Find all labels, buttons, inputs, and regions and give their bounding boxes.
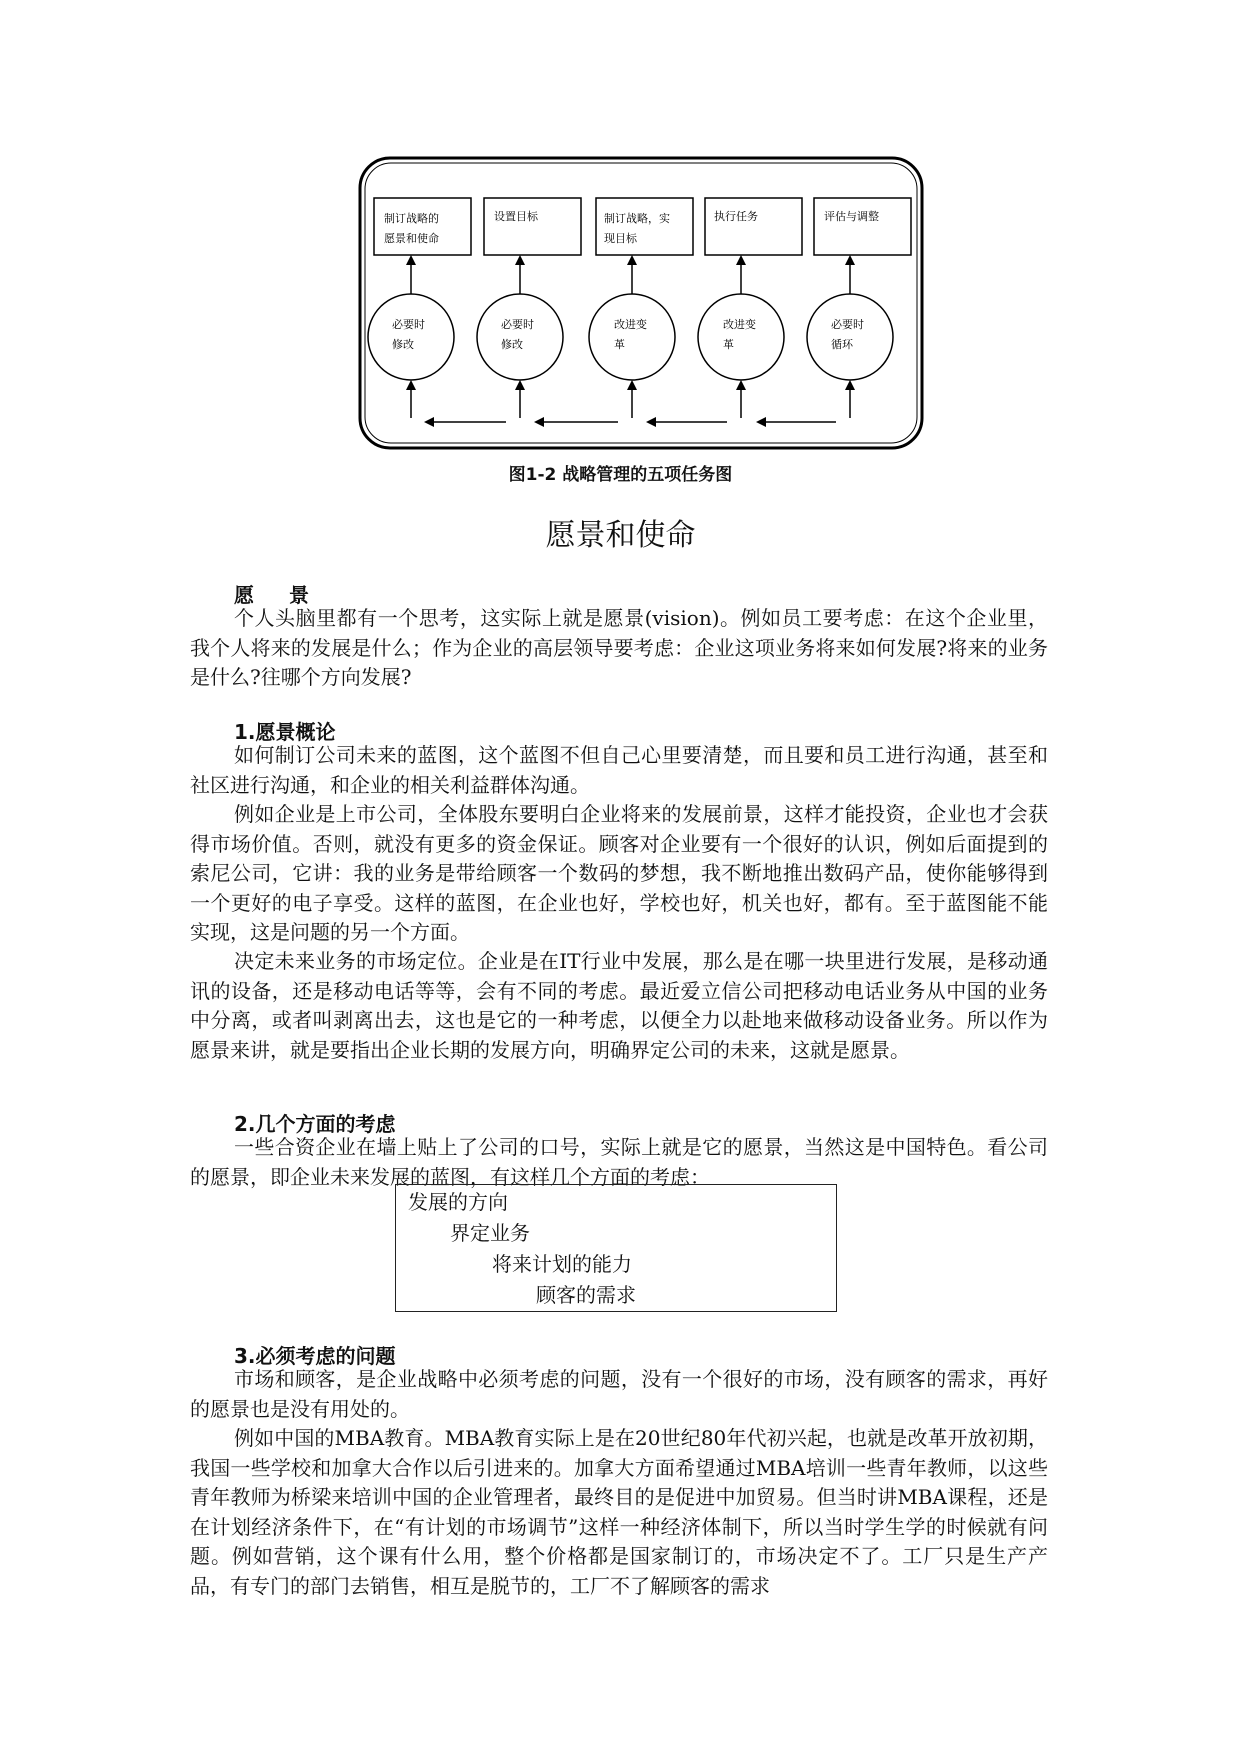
cycle-circle-1-line2: 修改 [392, 338, 414, 351]
up-arrows-to-circles [411, 382, 850, 418]
cycle-circle-1-line1: 必要时 [392, 318, 425, 331]
task-box-4-line1: 执行任务 [714, 210, 758, 223]
cycle-circle-4-line2: 革 [723, 338, 734, 351]
cycle-circle-2 [477, 294, 563, 380]
task-box-2 [484, 198, 581, 255]
task-box-3 [596, 198, 693, 255]
cycle-circle-3 [589, 294, 675, 380]
section2-paragraph-1: 一些合资企业在墙上贴上了公司的口号，实际上就是它的愿景，当然这是中国特色。看公司的愿景，即企业未来发展的蓝图，有这样几个方面的考虑： [190, 1135, 1048, 1189]
page-title: 愿景和使命 [545, 518, 696, 553]
task-box-2-line1: 设置目标 [494, 210, 538, 223]
cycle-circle-5-line2: 循环 [831, 338, 853, 351]
cycle-circle-5 [807, 294, 893, 380]
consideration-item-3: 将来计划的能力 [492, 1252, 632, 1276]
cycle-circle-4-line1: 改进变 [723, 318, 756, 331]
section-heading-vision: 愿 景 [234, 583, 323, 607]
cycle-circle-4 [698, 294, 784, 380]
section1-paragraph-1: 如何制订公司未来的蓝图，这个蓝图不但自己心里要清楚，而且要和员工进行沟通，甚至和社区进行沟通，和企业的相关利益群体沟通。 [190, 743, 1048, 797]
task-box-3-line2: 现目标 [604, 232, 637, 245]
cycle-circle-2-line2: 修改 [501, 338, 523, 351]
task-box-5 [814, 198, 911, 255]
vision-paragraph: 个人头脑里都有一个思考，这实际上就是愿景(vision)。例如员工要考虑：在这个企业里，我个人将来的发展是什么；作为企业的高层领导要考虑：企业这项业务将来如何发展?将来的业务是什么?往哪个方向发展? [190, 606, 1048, 689]
cycle-circle-3-line1: 改进变 [614, 318, 647, 331]
task-box-4 [705, 198, 802, 255]
section3-paragraph-2: 例如中国的MBA教育。MBA教育实际上是在20世纪80年代初兴起，也就是改革开放初期，我国一些学校和加拿大合作以后引进来的。加拿大方面希望通过MBA培训一些青年教师，以这些青年教师为桥梁来培训中国的企业管理者，最终目的是促进中加贸易。但当时讲MBA课程，还是在计划经济条件下，在“有计划的市场调节”这样一种经济体制下，所以当时学生学的时候就有问题。例如营销，这个课有什么用，整个价格都是国家制订的，市场决定不了。工厂只是生产产品，有专门的部门去销售，相互是脱节的，工厂不了解顾客的需求 [190, 1426, 1048, 1598]
cycle-circle-3-line2: 革 [614, 338, 625, 351]
consideration-item-4: 顾客的需求 [536, 1283, 636, 1307]
cycle-circle-2-line1: 必要时 [501, 318, 534, 331]
section3-paragraph-1: 市场和顾客，是企业战略中必须考虑的问题，没有一个很好的市场，没有顾客的需求，再好的愿景也是没有用处的。 [190, 1367, 1048, 1421]
considerations-box [395, 1184, 837, 1312]
section1-paragraph-3: 决定未来业务的市场定位。企业是在IT行业中发展，那么是在哪一块里进行发展，是移动通讯的设备，还是移动电话等等，会有不同的考虑。最近爱立信公司把移动电话业务从中国的业务中分离，或者叫剥离出去，这也是它的一种考虑，以便全力以赴地来做移动设备业务。所以作为愿景来讲，就是要指出企业长期的发展方向，明确界定公司的未来，这就是愿景。 [190, 949, 1048, 1062]
task-box-3-line1: 制订战略，实 [604, 212, 670, 225]
cycle-circle-1 [368, 294, 454, 380]
task-box-5-line1: 评估与调整 [824, 210, 879, 223]
consideration-item-2: 界定业务 [450, 1221, 530, 1245]
section-heading-3: 3.必须考虑的问题 [234, 1344, 396, 1368]
figure-caption: 图1-2 战略管理的五项任务图 [508, 465, 733, 485]
consideration-item-1: 发展的方向 [408, 1190, 508, 1214]
strategy-diagram [356, 156, 926, 456]
up-arrows-to-boxes [411, 257, 850, 294]
section-heading-2: 2.几个方面的考虑 [234, 1112, 396, 1136]
section-heading-1: 1.愿景概论 [234, 720, 336, 744]
cycle-circle-5-line1: 必要时 [831, 318, 864, 331]
task-box-1 [374, 198, 471, 255]
task-box-1-line1: 制订战略的 [384, 212, 439, 225]
task-box-1-line2: 愿景和使命 [384, 232, 439, 245]
section1-paragraph-2: 例如企业是上市公司，全体股东要明白企业将来的发展前景，这样才能投资，企业也才会获得市场价值。否则，就没有更多的资金保证。顾客对企业要有一个很好的认识，例如后面提到的索尼公司，它讲：我的业务是带给顾客一个数码的梦想，我不断地推出数码产品，使你能够得到一个更好的电子享受。这样的蓝图，在企业也好，学校也好，机关也好，都有。至于蓝图能不能实现，这是问题的另一个方面。 [190, 802, 1048, 944]
